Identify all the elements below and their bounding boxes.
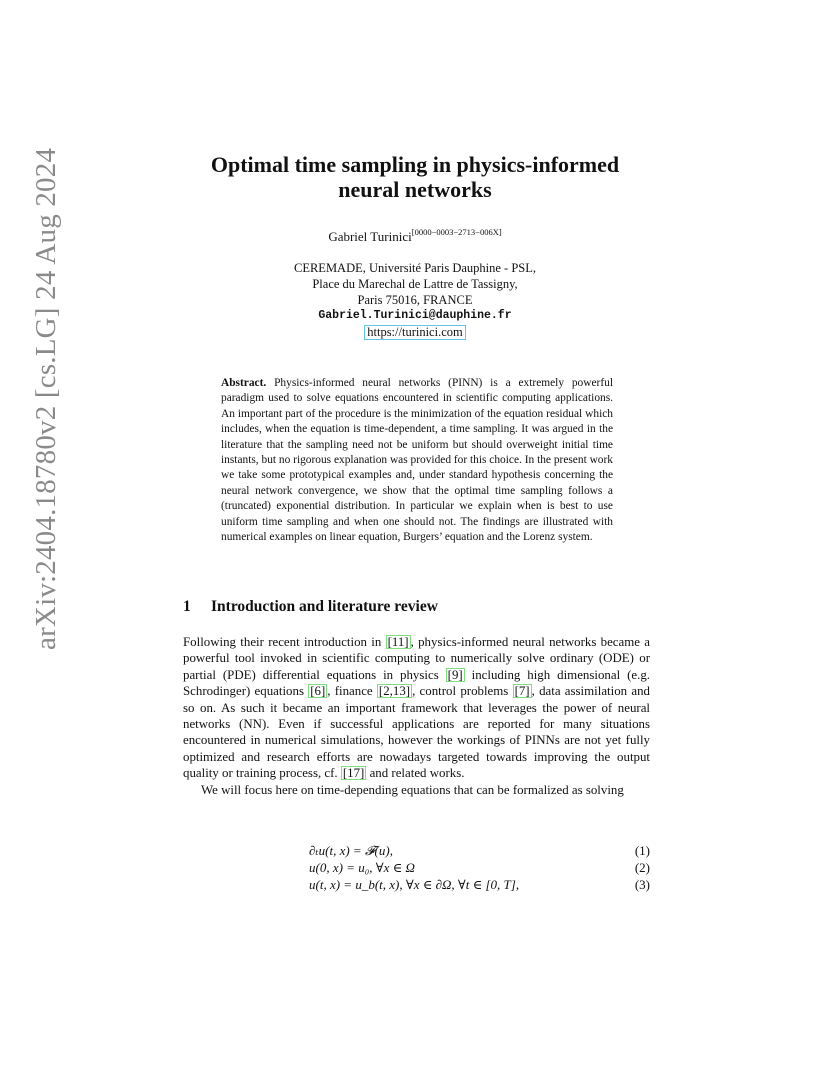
text-run: , finance bbox=[327, 684, 377, 699]
citation-link[interactable]: [17] bbox=[342, 766, 365, 781]
equation-2 bbox=[183, 860, 650, 877]
text-run: including high dimensional (e.g. Schrodinger) equations bbox=[183, 667, 651, 699]
section-number: 1 bbox=[183, 598, 191, 615]
equation-3 bbox=[183, 877, 650, 894]
affiliation-line-3: Paris 75016, FRANCE bbox=[357, 293, 473, 307]
author-name: Gabriel Turinici bbox=[328, 229, 412, 244]
abstract bbox=[221, 376, 613, 545]
text-run: and related works. bbox=[366, 766, 465, 781]
title-line-1: Optimal time sampling in physics-informed bbox=[210, 152, 620, 177]
paragraph-1 bbox=[183, 634, 650, 782]
equation-number: (1) bbox=[634, 843, 650, 858]
author-orcid[interactable]: [0000−0003−2713−006X] bbox=[411, 227, 502, 237]
equation-expression: ∂ₜu(t, x) = 𝓕(u), bbox=[309, 843, 393, 858]
abstract-text: Physics-informed neural networks (PINN) is a extremely powerful paradigm used to solve equations encountered in scientific computing applications. An important part of the procedure is the minimization of the equation residual which includes, when the equation is time-dependent, a time sampling. It was argued in the literature that the sampling need not be uniform but should overweight initial time instants, but no rigorous explanation was provided for this choice. In the present work we take some prototypical examples and, under standard hypothesis concerning the neural network convergence, we show that the optimal time sampling follows a (truncated) exponential distribution. In particular we explain when is best to use uniform time sampling and when one should not. The findings are illustrated with numerical examples on linear equation, Burgers’ equation and the Lorenz system. bbox=[221, 377, 613, 544]
text-run: , physics-informed neural networks became a powerful tool invoked in scientific computing to numerically solve ordinary (ODE) or partial (PDE) differential equations in physics bbox=[183, 635, 650, 682]
arxiv-identifier: arXiv:2404.18780v2 [cs.LG] 24 Aug 2024 bbox=[30, 147, 62, 650]
section-title: Introduction and literature review bbox=[211, 598, 438, 615]
citation-link[interactable]: [9] bbox=[447, 667, 463, 682]
equation-expression: u(0, x) = u₀, ∀x ∈ Ω bbox=[309, 860, 415, 875]
section-body bbox=[183, 634, 650, 798]
author bbox=[180, 229, 650, 245]
citation-link[interactable]: [7] bbox=[514, 684, 530, 699]
author-email[interactable]: Gabriel.Turinici@dauphine.fr bbox=[318, 309, 512, 322]
text-run: Following their recent introduction in bbox=[183, 635, 386, 649]
abstract-label: Abstract. bbox=[221, 377, 267, 389]
equation-expression: u(t, x) = u_b(t, x), ∀x ∈ ∂Ω, ∀t ∈ [0, T], bbox=[309, 877, 520, 892]
affiliation-line-2: Place du Marechal de Lattre de Tassigny, bbox=[312, 277, 518, 291]
citation-link[interactable]: [2,13] bbox=[378, 684, 411, 699]
section-heading bbox=[183, 598, 438, 616]
affiliation-line-1: CEREMADE, Université Paris Dauphine - PSL, bbox=[294, 261, 536, 275]
affiliation-block bbox=[180, 260, 650, 340]
paragraph-2: We will focus here on time-depending equations that can be formalized as solving bbox=[201, 782, 624, 797]
title-line-2: neural networks bbox=[338, 177, 492, 202]
author-website-link[interactable]: https://turinici.com bbox=[364, 325, 465, 340]
equation-1 bbox=[183, 843, 650, 860]
equation-block bbox=[183, 843, 650, 894]
equation-number: (2) bbox=[634, 860, 650, 875]
paper-title bbox=[180, 152, 650, 202]
text-run: , data assimilation and so on. As such it became an important framework that leverages the power of neural networks (NN). Even if successful applications are reported for many situations encountered in numerical simulations, however the workings of PINNs are not yet fully optimized and research efforts are nowadays targeted towards improving the output quality or training process, cf. bbox=[183, 684, 650, 781]
text-run: , control problems bbox=[412, 684, 513, 699]
citation-link[interactable]: [6] bbox=[310, 684, 326, 699]
equation-number: (3) bbox=[634, 877, 650, 892]
citation-link[interactable]: [11] bbox=[387, 635, 409, 649]
